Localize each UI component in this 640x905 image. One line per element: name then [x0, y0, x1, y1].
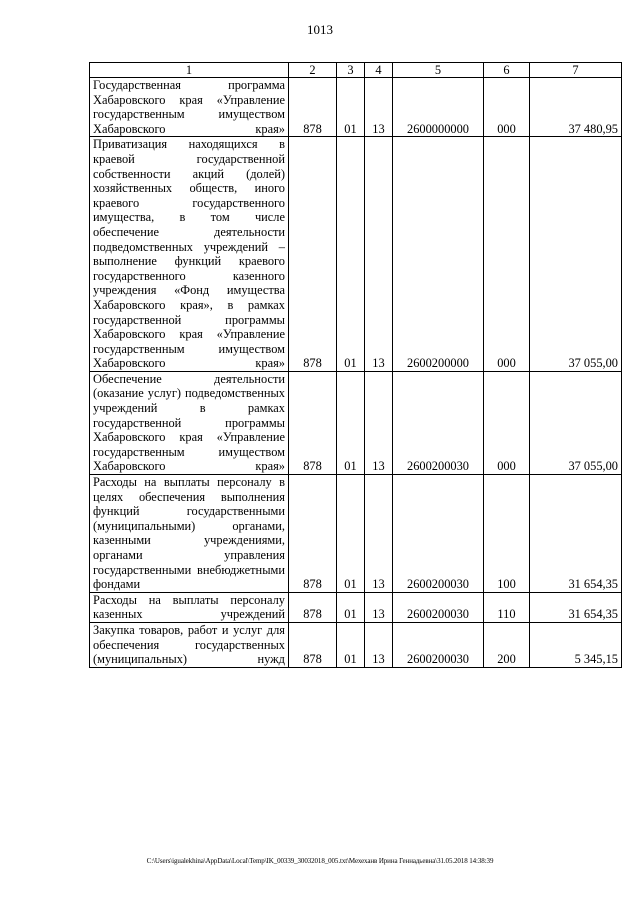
ministry-code: 878	[289, 371, 337, 474]
table-header-row	[90, 63, 622, 78]
section-code: 01	[337, 371, 365, 474]
table-row	[90, 371, 622, 474]
column-header: 5	[393, 63, 484, 78]
amount: 31 654,35	[530, 475, 622, 593]
section-code: 01	[337, 622, 365, 667]
amount: 37 055,00	[530, 371, 622, 474]
target-article-code: 2600200030	[393, 371, 484, 474]
section-code: 01	[337, 592, 365, 622]
page-number: 1013	[307, 22, 333, 37]
target-article-code: 2600200030	[393, 475, 484, 593]
expense-type-code: 000	[484, 371, 530, 474]
amount: 37 480,95	[530, 78, 622, 137]
table-row	[90, 592, 622, 622]
budget-table	[89, 62, 622, 668]
expense-type-code: 100	[484, 475, 530, 593]
column-header: 4	[365, 63, 393, 78]
column-header: 3	[337, 63, 365, 78]
row-description: Приватизация находящихся в краевой государственной собственности акций (долей) хозяйственных обществ, иного краевого государственного имущества, в том числе обеспечение деятельности подведомственных учреждений – выполнение функций краевого государственного казенного учреждения «Фонд имущества Хабаровского края», в рамках государственной программы Хабаровского края «Управление государственным имуществом Хабаровского края»	[90, 137, 289, 372]
row-description: Закупка товаров, работ и услуг для обеспечения государственных (муниципальных) нужд	[90, 622, 289, 667]
column-header: 7	[530, 63, 622, 78]
row-description: Расходы на выплаты персоналу в целях обеспечения выполнения функций государственными (муниципальными) органами, казенными учреждениями, органами управления государственными внебюджетными фондами	[90, 475, 289, 593]
subsection-code: 13	[365, 78, 393, 137]
ministry-code: 878	[289, 592, 337, 622]
column-header: 6	[484, 63, 530, 78]
ministry-code: 878	[289, 78, 337, 137]
file-path-footer: C:\Users\igualekhina\AppData\Local\Temp\IK_00339_30032018_005.txt\Мехеханв Ирина Геннадьевна\31.05.2018 14:38:39	[146, 857, 494, 865]
row-description: Государственная программа Хабаровского края «Управление государственным имуществом Хабаровского края»	[90, 78, 289, 137]
target-article-code: 2600000000	[393, 78, 484, 137]
column-header: 1	[90, 63, 289, 78]
subsection-code: 13	[365, 622, 393, 667]
section-code: 01	[337, 137, 365, 372]
row-description: Расходы на выплаты персоналу казенных учреждений	[90, 592, 289, 622]
target-article-code: 2600200030	[393, 592, 484, 622]
ministry-code: 878	[289, 137, 337, 372]
table-row	[90, 475, 622, 593]
expense-type-code: 110	[484, 592, 530, 622]
amount: 31 654,35	[530, 592, 622, 622]
subsection-code: 13	[365, 137, 393, 372]
section-code: 01	[337, 78, 365, 137]
target-article-code: 2600200030	[393, 622, 484, 667]
row-description: Обеспечение деятельности (оказание услуг) подведомственных учреждений в рамках государственной программы Хабаровского края «Управление государственным имуществом Хабаровского края»	[90, 371, 289, 474]
amount: 5 345,15	[530, 622, 622, 667]
table-row	[90, 78, 622, 137]
subsection-code: 13	[365, 371, 393, 474]
table-row	[90, 137, 622, 372]
subsection-code: 13	[365, 475, 393, 593]
section-code: 01	[337, 475, 365, 593]
ministry-code: 878	[289, 475, 337, 593]
ministry-code: 878	[289, 622, 337, 667]
table-row	[90, 622, 622, 667]
column-header: 2	[289, 63, 337, 78]
amount: 37 055,00	[530, 137, 622, 372]
target-article-code: 2600200000	[393, 137, 484, 372]
expense-type-code: 000	[484, 137, 530, 372]
subsection-code: 13	[365, 592, 393, 622]
expense-type-code: 000	[484, 78, 530, 137]
expense-type-code: 200	[484, 622, 530, 667]
